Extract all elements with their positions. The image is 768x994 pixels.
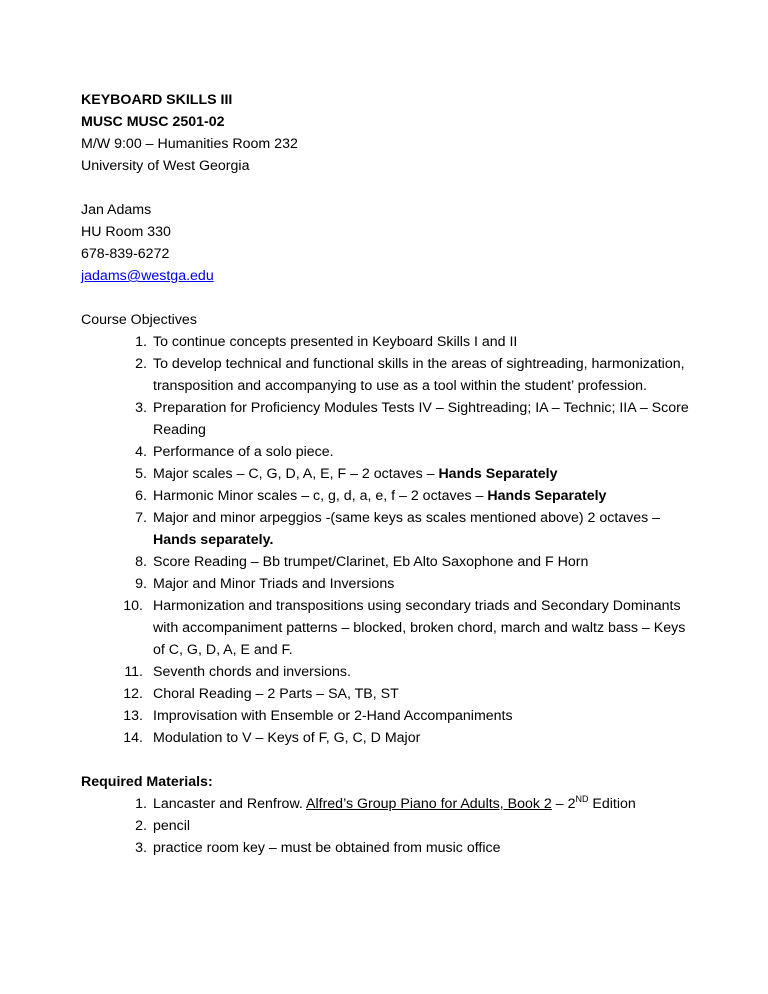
objective-item: 5. Major scales – C, G, D, A, E, F – 2 octaves – Hands Separately: [135, 466, 558, 482]
objective-item: 6. Harmonic Minor scales – c, g, d, a, e, f – 2 octaves – Hands Separately: [135, 488, 607, 504]
syllabus-page: [81, 89, 701, 859]
material-item: 3. practice room key – must be obtained from music office: [135, 840, 501, 856]
objective-item: 11. Seventh chords and inversions.: [124, 664, 351, 680]
objective-item: 10. Harmonization and transpositions using secondary triads and Secondary Dominants with accompaniment patterns – blocked, broken chord, march and waltz bass – Keys of C, G, D, A, E and F.: [123, 598, 686, 658]
objective-item: 7. Major and minor arpeggios -(same keys as scales mentioned above) 2 octaves – Hands separately.: [135, 510, 661, 548]
instructor-office: HU Room 330: [81, 224, 171, 240]
instructor-phone: 678-839-6272: [81, 246, 170, 262]
instructor-name: Jan Adams: [81, 202, 152, 218]
materials-heading: Required Materials:: [81, 774, 213, 790]
university-name: University of West Georgia: [81, 158, 250, 174]
objective-item: 14. Modulation to V – Keys of F, G, C, D Major: [123, 730, 421, 746]
material-item: 2. pencil: [135, 818, 191, 834]
objective-item: 12. Choral Reading – 2 Parts – SA, TB, ST: [123, 686, 399, 702]
textbook-title: Alfred’s Group Piano for Adults, Book 2: [306, 796, 552, 812]
instructor-email-link[interactable]: jadams@westga.edu: [81, 268, 214, 284]
objectives-list: [81, 331, 701, 749]
course-title: KEYBOARD SKILLS III: [81, 92, 233, 108]
course-code: MUSC MUSC 2501-02: [81, 114, 225, 130]
course-schedule: M/W 9:00 – Humanities Room 232: [81, 136, 298, 152]
objective-item: 4. Performance of a solo piece.: [135, 444, 334, 460]
spacer: [81, 287, 701, 309]
objectives-heading: Course Objectives: [81, 312, 197, 328]
spacer: [81, 177, 701, 199]
spacer: [81, 749, 701, 771]
objective-item: 13. Improvisation with Ensemble or 2-Hand Accompaniments: [123, 708, 513, 724]
materials-list: [81, 793, 701, 859]
objective-item: 1. To continue concepts presented in Keyboard Skills I and II: [135, 334, 518, 350]
objective-item: 9. Major and Minor Triads and Inversions: [135, 576, 395, 592]
objective-item: 8. Score Reading – Bb trumpet/Clarinet, Eb Alto Saxophone and F Horn: [135, 554, 589, 570]
material-item: 1. Lancaster and Renfrow. Alfred’s Group Piano for Adults, Book 2 – 2ND Edition: [135, 794, 636, 812]
objective-item: 3. Preparation for Proficiency Modules Tests IV – Sightreading; IA – Technic; IIA – Score Reading: [135, 400, 689, 438]
objective-item: 2. To develop technical and functional skills in the areas of sightreading, harmonization, transposition and accompanying to use as a tool within the student’ profession.: [135, 356, 685, 394]
